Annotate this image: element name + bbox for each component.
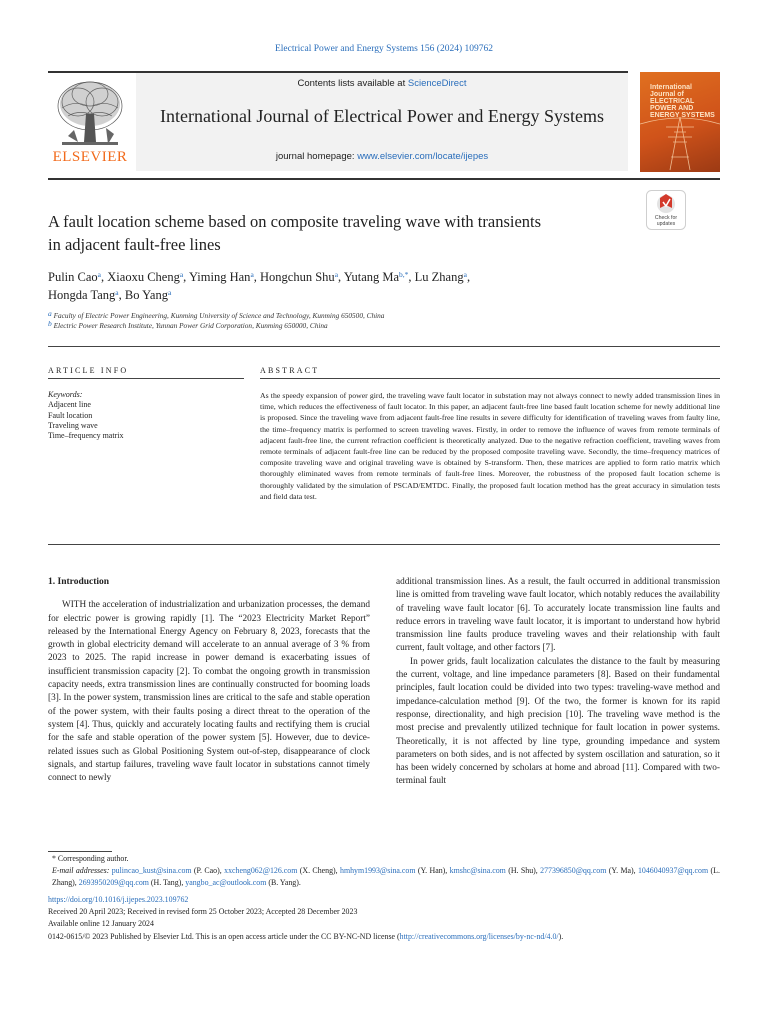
elsevier-wordmark: ELSEVIER bbox=[52, 149, 128, 165]
email-owner: (H. Shu), bbox=[508, 866, 538, 876]
journal-homepage-link[interactable]: www.elsevier.com/locate/ijepes bbox=[357, 151, 489, 162]
author-name[interactable]: Bo Yang bbox=[124, 288, 168, 302]
contents-prefix: Contents lists available at bbox=[297, 78, 408, 89]
sciencedirect-link[interactable]: ScienceDirect bbox=[407, 78, 467, 89]
email-owner: (B. Yang). bbox=[268, 878, 301, 888]
author-affiliation-mark[interactable]: a bbox=[179, 270, 184, 279]
abstract-text: As the speedy expansion of power gird, the traveling wave fault locator in substation may not always connect to newly added transmission lines in time, which reduces the effectiveness of fault locator. In this paper, an adjacent fault-free line based fault location scheme for newly additional line is proposed. Since the traveling wave from adjacent fault-free line results in severe difficulty for identification of traveling waves from faulty line, the time–frequency matrix is performed to screen traveling waves. Firstly, in order to remove the influence of waves from remote terminals of adjacent fault-free line, the current refraction coefficient is theoretically analyzed. Due to the negative refraction coefficient, traveling waves from remote terminals of adjacent fault-free line can be reduced by the proposed composite traveling wave. Secondly, the time–frequency matrices of composite traveling wave and original traveling wave is obtained by S-transform. Then, these matrices are applied to form ratio matrix which thoroughly eliminated waves from remote terminals of fault-free lines. Moreover, the robustness of the proposed fault location scheme is thoroughly validated by the simulation of PSCAD/EMTDC. Finally, the proposed fault location method has the great accuracy in simulation tests and field data test. bbox=[260, 391, 720, 501]
header-bottom-rule bbox=[48, 178, 720, 180]
author-name[interactable]: Hongda Tang bbox=[48, 288, 116, 302]
author-affiliation-mark[interactable]: b,* bbox=[399, 270, 409, 279]
homepage-prefix: journal homepage: bbox=[275, 151, 358, 162]
license-suffix: ). bbox=[558, 931, 564, 941]
email-owner: (Y. Ma), bbox=[608, 866, 636, 876]
author-affiliation-mark[interactable]: a bbox=[97, 270, 102, 279]
author-name[interactable]: Hongchun Shu bbox=[260, 270, 335, 284]
author-affiliation-mark[interactable]: a bbox=[167, 288, 172, 297]
article-info-heading: ARTICLE INFO bbox=[48, 366, 129, 375]
keywords-label: Keywords: bbox=[48, 390, 83, 399]
author-list: Pulin Cao$^a$, Xiaoxu Cheng$^a$, Yiming Han$^a$, Hongchun Shu$^a$, Yutang $Ma^{b,*}$, Lu Zhang$^a$, Hongda Tang$^a$, Bo Yang$^a$ bbox=[48, 270, 471, 302]
check-for-updates-badge-icon[interactable] bbox=[646, 190, 686, 230]
body-paragraph: WITH the acceleration of industrialization and urbanization processes, the demand for electric power is growing rapidly [1]. The “2023 Electricity Market Report” released by the International Energy Agency on February 8, 2023, forecasts that the growth in global electricity demand will accelerate to an annual average of 3 % from 2023 to 2025. The rapid increase in power demand is exacerbating issues of insufficient transmission capacity [2]. To combat the ongoing growth in transmission capacity needs, extra transmission lines are continually constructed for booming loads [3]. In the power system, transmission lines are critical to the safe and stable operation of the power system, with their faults posing a direct threat to the operation of the system [4]. Thus, quickly and accurately locating faults and rectifying them is crucial for the safe and stable operation of the power system [5]. However, due to device-related issues such as Global Positioning System out-of-step, disappearance of clock signals, and startup failures, traveling wave fault locator in substations cannot timely connect to newly bbox=[48, 600, 370, 784]
email-link[interactable]: hmhym1993@sina.com bbox=[340, 866, 416, 876]
email-owner: (X. Cheng), bbox=[299, 866, 338, 876]
footnote-rule bbox=[48, 851, 112, 852]
article-title-line-1: A fault location scheme based on composite traveling wave with transients bbox=[48, 212, 542, 231]
email-link[interactable]: pulincao_kust@sina.com bbox=[111, 866, 192, 876]
affiliation-mark: a bbox=[48, 309, 52, 318]
affiliations bbox=[48, 311, 648, 331]
author-name[interactable]: Yiming Han bbox=[188, 270, 251, 284]
author-affiliation-mark[interactable]: a bbox=[463, 270, 467, 279]
email-addresses bbox=[48, 865, 720, 889]
email-owner: (H. Tang), bbox=[150, 878, 184, 888]
email-owner: (P. Cao), bbox=[193, 866, 222, 876]
svg-text:updates: updates bbox=[656, 221, 676, 227]
article-info-rule bbox=[48, 378, 244, 379]
keyword-item: Time–frequency matrix bbox=[48, 431, 124, 441]
body-paragraph: In power grids, fault localization calculates the distance to the fault by measuring the current, voltage, and line impedance parameters [8]. Based on their fundamental principles, fault location could be divided into two types: traveling-wave method and impedance-calculation method [9]. Of the two, the former is known for its rapid response, directionality, and high precision [10]. The traveling wave method is the most precise and prevalently utilized technique for fault location in power systems. Theoretically, it is not affected by line type, grounding impedance and system parameters on both sides, and is not affected by system oscillation and saturation, so it has been widely concerned by scholars at home and abroad [11]. Compared with two-terminal fault bbox=[396, 656, 720, 787]
doi-link[interactable]: https://doi.org/10.1016/j.ijepes.2023.109762 bbox=[48, 895, 189, 905]
keywords-block bbox=[48, 390, 244, 441]
email-link[interactable]: kmshc@sina.com bbox=[449, 866, 506, 876]
author-name[interactable]: Yutang Ma bbox=[343, 270, 400, 284]
body-paragraph: additional transmission lines. As a result, the fault occurred in additional transmission line is omitted from traveling wave fault locator, which notably reduces the availability of traveling wave fault locator [6]. To accurately locate transmission line faults and reduce errors in traveling wave fault locator, it is important to understand how hybrid transmission line faults produce traveling waves and their relationship with fault current, fault voltage, and other factors [7]. bbox=[396, 577, 720, 654]
svg-text:Check for: Check for bbox=[654, 215, 678, 221]
body-column-left bbox=[48, 576, 370, 785]
article-title bbox=[48, 210, 608, 256]
email-owner: (Y. Han), bbox=[417, 866, 448, 876]
introduction-heading: 1. Introduction bbox=[48, 577, 110, 587]
email-label: E-mail addresses: bbox=[52, 866, 110, 876]
author-name[interactable]: Lu Zhang bbox=[414, 270, 464, 284]
email-link[interactable]: 277396850@qq.com bbox=[540, 866, 607, 876]
article-title-line-2: in adjacent fault-free lines bbox=[48, 235, 221, 254]
keyword-item: Fault location bbox=[48, 410, 93, 420]
email-link[interactable]: 2693950209@qq.com bbox=[78, 878, 149, 888]
keyword-item: Adjacent line bbox=[48, 400, 91, 410]
author-name[interactable]: Xiaoxu Cheng bbox=[107, 270, 180, 284]
author-name[interactable]: Pulin Cao bbox=[48, 270, 98, 284]
keyword-item: Traveling wave bbox=[48, 420, 98, 430]
email-link[interactable]: 1046040937@qq.com bbox=[637, 866, 709, 876]
footnotes bbox=[48, 853, 720, 943]
license-line bbox=[48, 931, 720, 943]
affiliation-mark: b bbox=[48, 319, 52, 328]
abstract-bottom-rule bbox=[48, 544, 720, 545]
received-dates: Received 20 April 2023; Received in revised form 25 October 2023; Accepted 28 December 2023 bbox=[48, 907, 358, 917]
journal-homepage-line bbox=[136, 151, 628, 162]
journal-reference-link[interactable]: Electrical Power and Energy Systems 156 (2024) 109762 bbox=[274, 44, 494, 54]
affiliation-a bbox=[48, 311, 648, 321]
license-text: 0142-0615/© 2023 Published by Elsevier Ltd. This is an open access article under the CC BY-NC-ND license ( bbox=[48, 931, 400, 941]
author-affiliation-mark[interactable]: a bbox=[334, 270, 339, 279]
email-owner: (L. Zhang), bbox=[52, 866, 720, 888]
journal-title: International Journal of Electrical Power and Energy Systems bbox=[159, 106, 605, 126]
cover-title-text: International Journal of ELECTRICAL POWER AND ENERGY SYSTEMS bbox=[650, 84, 715, 119]
available-online: Available online 12 January 2024 bbox=[48, 919, 154, 929]
affiliation-divider bbox=[48, 346, 720, 347]
abstract-heading: ABSTRACT bbox=[260, 366, 320, 375]
author-affiliation-mark[interactable]: a bbox=[250, 270, 254, 279]
email-link[interactable]: xxcheng062@126.com bbox=[224, 866, 298, 876]
affiliation-text: Electric Power Research Institute, Yunnan Power Grid Corporation, Kunming 650000, China bbox=[53, 321, 328, 330]
author-affiliation-mark[interactable]: a bbox=[115, 288, 119, 297]
affiliation-b bbox=[48, 321, 648, 331]
license-link[interactable]: http://creativecommons.org/licenses/by-nc-nd/4.0/ bbox=[399, 931, 559, 941]
affiliation-text: Faculty of Electric Power Engineering, Kunming University of Science and Technology, Kunming 650500, China bbox=[53, 311, 385, 320]
email-link[interactable]: yangbo_ac@outlook.com bbox=[185, 878, 267, 888]
body-column-right bbox=[396, 576, 720, 789]
abstract-rule bbox=[260, 378, 720, 379]
corresponding-author-note: * Corresponding author. bbox=[52, 854, 129, 863]
contents-availability-line bbox=[136, 78, 628, 89]
